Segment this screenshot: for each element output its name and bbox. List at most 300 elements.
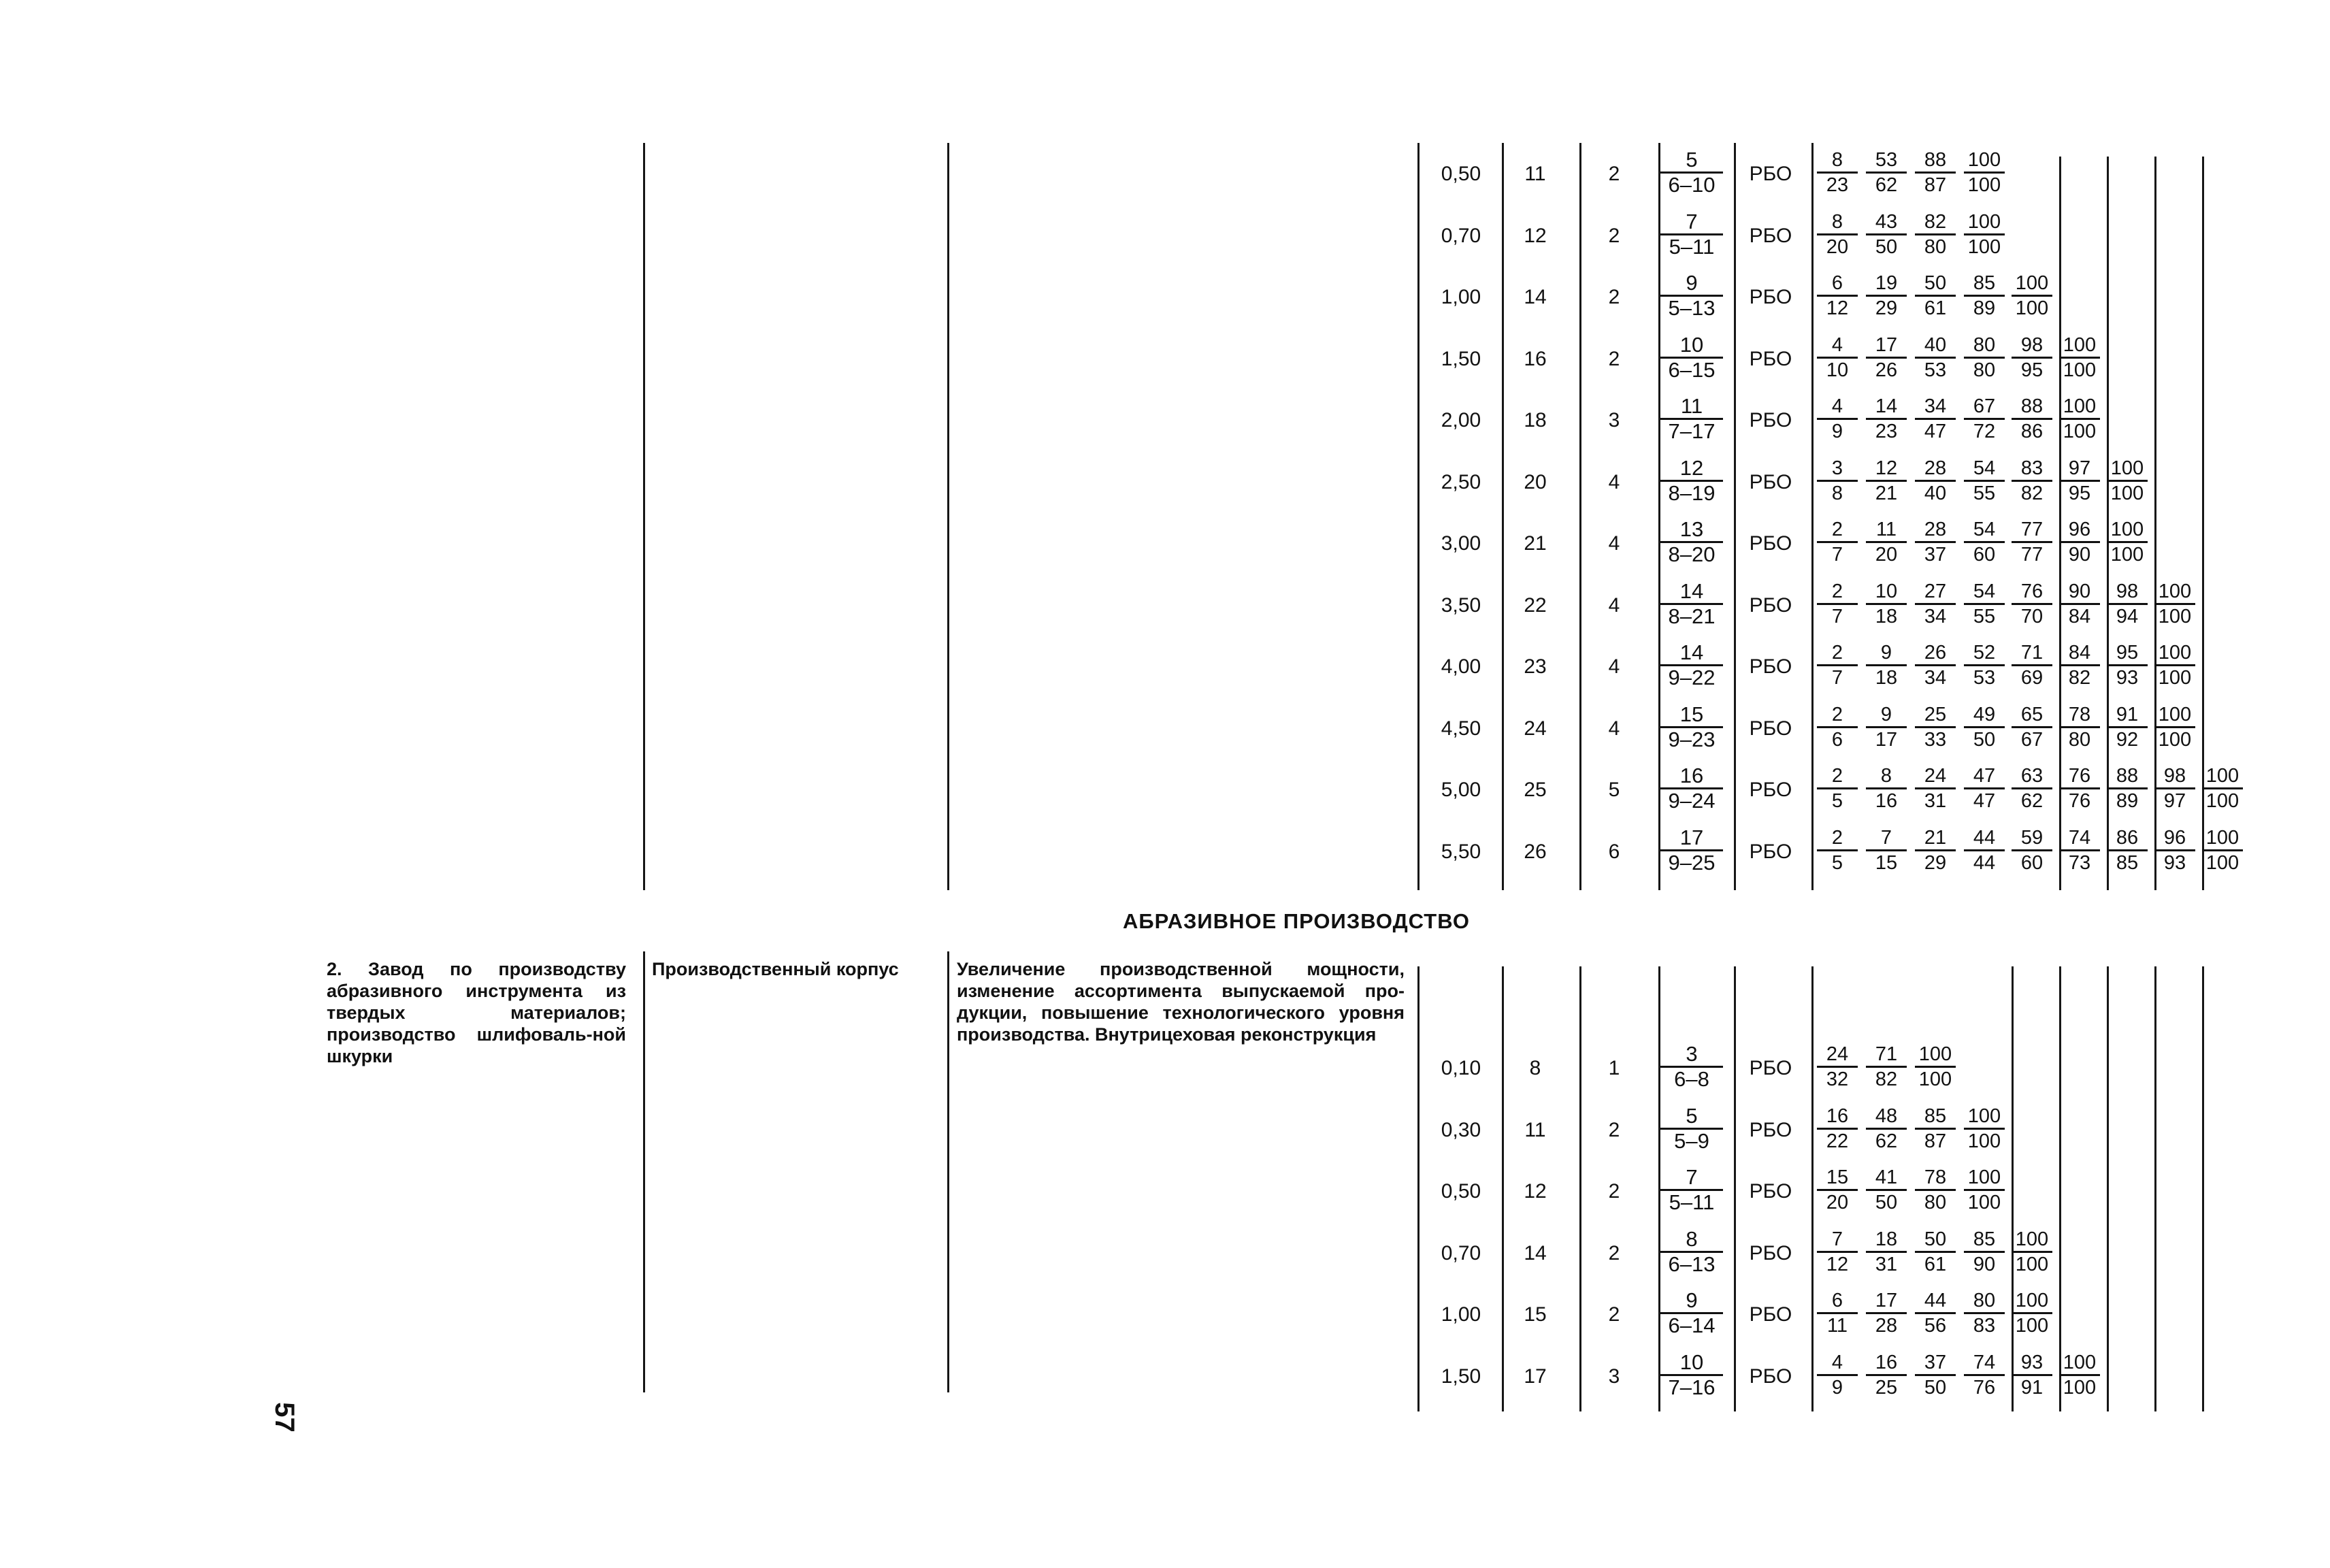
count-cell: 3 (1608, 1365, 1620, 1388)
percent-denominator: 50 (1973, 728, 1996, 751)
percent-denominator: 83 (1973, 1315, 1996, 1337)
range-fraction (1659, 641, 1724, 689)
value-cell: 5,50 (1441, 840, 1481, 863)
percent-numerator: 9 (1866, 641, 1907, 666)
percent-denominator: 93 (2163, 851, 2186, 874)
percent-numerator: 17 (1866, 1289, 1907, 1314)
percent-numerator: 43 (1866, 210, 1907, 235)
percent-denominator: 22 (1826, 1130, 1849, 1152)
percent-fraction (2011, 272, 2053, 320)
percent-numerator: 2 (1817, 703, 1858, 728)
method-label: РБО (1749, 347, 1792, 370)
percent-numerator: 76 (2059, 764, 2100, 789)
percent-denominator: 20 (1826, 235, 1849, 258)
percent-numerator: 85 (1964, 1228, 2005, 1253)
percent-fraction (1816, 641, 1858, 689)
percent-numerator: 100 (2012, 1289, 2052, 1314)
diameter-cell: 25 (1524, 779, 1547, 801)
table-row (0, 146, 2330, 203)
percent-fraction (2058, 457, 2101, 505)
percent-denominator: 50 (1875, 235, 1898, 258)
diameter-cell: 12 (1524, 224, 1547, 247)
value-cell: 3,00 (1441, 532, 1481, 555)
range-denominator: 9–24 (1668, 789, 1716, 813)
count-cell: 2 (1608, 224, 1620, 247)
percent-fraction (2058, 764, 2101, 813)
percent-fraction (1963, 210, 2005, 259)
percent-denominator: 80 (1924, 1192, 1947, 1213)
percent-denominator: 53 (1924, 359, 1947, 381)
percent-numerator: 34 (1915, 395, 1956, 420)
percent-numerator: 27 (1915, 580, 1956, 605)
range-denominator: 9–23 (1668, 727, 1716, 751)
percent-denominator: 18 (1875, 667, 1898, 689)
method-label: РБО (1749, 1180, 1792, 1203)
percent-numerator: 91 (2107, 703, 2148, 728)
percent-numerator: 86 (2107, 826, 2148, 851)
percent-fraction (1963, 1166, 2005, 1214)
value-cell: 1,50 (1441, 1365, 1481, 1388)
percent-denominator: 34 (1924, 667, 1947, 689)
percent-numerator: 63 (2012, 764, 2052, 789)
percent-denominator: 55 (1973, 605, 1996, 627)
percent-fraction (2011, 1351, 2053, 1399)
percent-fraction (1963, 764, 2005, 813)
percent-fraction (1914, 764, 1956, 813)
value-cell: 0,50 (1441, 1180, 1481, 1203)
percent-denominator: 87 (1924, 1130, 1947, 1152)
entry-number-name: 2. Завод по производству абразивного инструмента из твердых материалов; производство шлифоваль-ной шкурки (327, 959, 626, 1066)
percent-denominator: 16 (1875, 790, 1898, 812)
percent-numerator: 80 (1964, 1289, 2005, 1314)
percent-denominator: 44 (1973, 851, 1996, 874)
percent-fraction (1914, 272, 1956, 320)
value-cell: 0,50 (1441, 163, 1481, 185)
percent-fraction (2011, 1289, 2053, 1337)
range-numerator: 14 (1660, 641, 1723, 666)
percent-fraction (1865, 210, 1907, 259)
percent-fraction (1816, 764, 1858, 813)
range-fraction (1659, 1351, 1724, 1399)
percent-numerator: 93 (2012, 1351, 2052, 1376)
percent-denominator: 62 (1875, 174, 1898, 196)
percent-numerator: 95 (2107, 641, 2148, 666)
percent-fraction (1865, 703, 1907, 751)
range-numerator: 12 (1660, 457, 1723, 482)
table-row (0, 762, 2330, 819)
percent-numerator: 10 (1866, 580, 1907, 605)
count-cell: 4 (1608, 593, 1620, 617)
percent-denominator: 12 (1826, 1253, 1849, 1275)
range-numerator: 15 (1660, 703, 1723, 728)
percent-numerator: 7 (1866, 826, 1907, 851)
method-label: РБО (1749, 593, 1792, 617)
percent-numerator: 6 (1817, 1289, 1858, 1314)
percent-denominator: 100 (1967, 235, 2001, 258)
percent-numerator: 26 (1915, 641, 1956, 666)
table-row (0, 1163, 2330, 1220)
percent-fraction (2011, 518, 2053, 566)
percent-denominator: 9 (1831, 421, 1843, 442)
count-cell: 1 (1608, 1057, 1620, 1079)
table-row (0, 515, 2330, 572)
percent-numerator: 44 (1915, 1289, 1956, 1314)
table-row (0, 1102, 2330, 1159)
percent-fraction (1963, 580, 2005, 628)
percent-fraction (1914, 641, 1956, 689)
percent-numerator: 88 (2107, 764, 2148, 789)
percent-numerator: 100 (2154, 703, 2195, 728)
page-number: 57 (269, 1402, 299, 1433)
entry-description: Увеличение производственной мощности, изменение ассортимента выпускаемой про-дукции, повышение технологического уровня производства. Внутрицеховая реконструкция (957, 959, 1405, 1045)
percent-numerator: 47 (1964, 764, 2005, 789)
range-fraction (1659, 580, 1724, 628)
percent-numerator: 83 (2012, 457, 2052, 482)
method-label: РБО (1749, 1118, 1792, 1141)
percent-numerator: 12 (1866, 457, 1907, 482)
percent-numerator: 15 (1817, 1166, 1858, 1191)
range-numerator: 10 (1660, 333, 1723, 359)
table-row (0, 823, 2330, 881)
table-row (0, 577, 2330, 634)
percent-fraction (1963, 703, 2005, 751)
percent-fraction (2106, 457, 2148, 505)
percent-fraction (1816, 210, 1858, 259)
method-label: РБО (1749, 1241, 1792, 1264)
range-numerator: 11 (1660, 395, 1723, 420)
percent-fraction (1816, 333, 1858, 382)
percent-denominator: 29 (1875, 297, 1898, 319)
range-denominator: 5–11 (1669, 234, 1715, 259)
percent-denominator: 91 (2020, 1376, 2044, 1399)
percent-numerator: 88 (2012, 395, 2052, 420)
range-fraction (1659, 1289, 1724, 1337)
range-denominator: 9–22 (1668, 666, 1716, 689)
percent-numerator: 52 (1964, 641, 2005, 666)
value-cell: 2,00 (1441, 409, 1481, 431)
percent-denominator: 100 (2063, 359, 2097, 381)
percent-numerator: 2 (1817, 518, 1858, 543)
percent-denominator: 11 (1826, 1315, 1848, 1337)
range-numerator: 16 (1660, 764, 1723, 789)
table-row (0, 1286, 2330, 1343)
range-fraction (1659, 457, 1724, 505)
count-cell: 4 (1608, 470, 1620, 493)
percent-numerator: 74 (2059, 826, 2100, 851)
percent-fraction (2154, 764, 2196, 813)
value-cell: 2,50 (1441, 470, 1481, 493)
percent-fraction (1816, 272, 1858, 320)
percent-numerator: 4 (1817, 333, 1858, 359)
table-row (0, 700, 2330, 757)
percent-fraction (1914, 1166, 1956, 1214)
percent-fraction (2106, 764, 2148, 813)
count-cell: 3 (1608, 409, 1620, 431)
percent-numerator: 100 (1964, 1166, 2005, 1191)
percent-numerator: 49 (1964, 703, 2005, 728)
percent-numerator: 6 (1817, 272, 1858, 297)
range-denominator: 9–25 (1668, 850, 1716, 875)
percent-denominator: 100 (2015, 297, 2049, 319)
percent-fraction (1963, 1351, 2005, 1399)
percent-denominator: 17 (1875, 728, 1898, 751)
percent-numerator: 28 (1915, 457, 1956, 482)
percent-numerator: 9 (1866, 703, 1907, 728)
percent-fraction (1914, 333, 1956, 382)
table-row (0, 269, 2330, 326)
percent-denominator: 5 (1831, 851, 1843, 874)
percent-fraction (1963, 641, 2005, 689)
range-denominator: 6–8 (1674, 1067, 1709, 1091)
range-fraction (1659, 1043, 1724, 1091)
count-cell: 2 (1608, 1118, 1620, 1141)
percent-denominator: 29 (1924, 851, 1947, 874)
percent-numerator: 11 (1866, 518, 1907, 543)
percent-fraction (2011, 580, 2053, 628)
percent-fraction (1914, 1105, 1956, 1153)
percent-denominator: 61 (1924, 1253, 1947, 1275)
diameter-cell: 14 (1524, 286, 1547, 308)
range-numerator: 7 (1660, 210, 1723, 235)
range-numerator: 13 (1660, 518, 1723, 543)
range-numerator: 14 (1660, 580, 1723, 605)
percent-denominator: 18 (1875, 605, 1898, 627)
percent-numerator: 76 (2012, 580, 2052, 605)
percent-denominator: 100 (1967, 1192, 2001, 1213)
percent-fraction (2058, 518, 2101, 566)
method-label: РБО (1749, 840, 1792, 863)
percent-fraction (1914, 1351, 1956, 1399)
percent-numerator: 50 (1915, 272, 1956, 297)
range-fraction (1659, 272, 1724, 320)
percent-fraction (1963, 395, 2005, 443)
percent-numerator: 74 (1964, 1351, 2005, 1376)
percent-denominator: 9 (1831, 1376, 1843, 1399)
percent-numerator: 100 (2107, 457, 2148, 482)
percent-denominator: 89 (2116, 790, 2139, 812)
percent-numerator: 59 (2012, 826, 2052, 851)
percent-denominator: 21 (1875, 482, 1898, 504)
percent-numerator: 16 (1866, 1351, 1907, 1376)
method-label: РБО (1749, 1303, 1792, 1326)
percent-fraction (1865, 641, 1907, 689)
percent-fraction (1865, 764, 1907, 813)
percent-numerator: 98 (2012, 333, 2052, 359)
percent-fraction (1816, 703, 1858, 751)
percent-numerator: 84 (2059, 641, 2100, 666)
percent-denominator: 31 (1924, 790, 1947, 812)
percent-denominator: 90 (2068, 544, 2091, 566)
percent-fraction (2058, 826, 2101, 875)
percent-denominator: 100 (2158, 728, 2192, 751)
percent-denominator: 93 (2116, 667, 2139, 689)
diameter-cell: 16 (1524, 347, 1547, 370)
percent-numerator: 100 (2154, 580, 2195, 605)
percent-fraction (1914, 148, 1956, 197)
range-denominator: 5–13 (1668, 296, 1716, 320)
percent-denominator: 47 (1973, 790, 1996, 812)
value-cell: 5,00 (1441, 779, 1481, 801)
percent-fraction (2011, 333, 2053, 382)
percent-numerator: 2 (1817, 580, 1858, 605)
percent-fraction (2011, 457, 2053, 505)
range-numerator: 5 (1660, 1105, 1723, 1130)
value-cell: 0,70 (1441, 224, 1481, 247)
percent-denominator: 56 (1924, 1315, 1947, 1337)
percent-numerator: 4 (1817, 395, 1858, 420)
percent-denominator: 50 (1924, 1376, 1947, 1399)
percent-fraction (2106, 518, 2148, 566)
percent-fraction (2058, 395, 2101, 443)
count-cell: 2 (1608, 1241, 1620, 1264)
percent-fraction (1963, 1289, 2005, 1337)
percent-denominator: 89 (1973, 297, 1996, 319)
range-fraction (1659, 148, 1724, 197)
percent-fraction (2154, 703, 2196, 751)
percent-numerator: 100 (2202, 764, 2243, 789)
percent-denominator: 26 (1875, 359, 1898, 381)
percent-fraction (1816, 1228, 1858, 1276)
percent-numerator: 40 (1915, 333, 1956, 359)
percent-denominator: 82 (2020, 482, 2044, 504)
percent-fraction (1865, 1228, 1907, 1276)
diameter-cell: 15 (1524, 1303, 1547, 1326)
count-cell: 2 (1608, 163, 1620, 185)
percent-numerator: 53 (1866, 148, 1907, 174)
percent-denominator: 34 (1924, 605, 1947, 627)
range-numerator: 17 (1660, 826, 1723, 851)
percent-numerator: 80 (1964, 333, 2005, 359)
percent-denominator: 87 (1924, 174, 1947, 196)
percent-fraction (2058, 1351, 2101, 1399)
percent-fraction (2106, 826, 2148, 875)
percent-denominator: 20 (1875, 544, 1898, 566)
count-cell: 4 (1608, 717, 1620, 740)
percent-denominator: 6 (1831, 728, 1843, 751)
percent-fraction (2058, 333, 2101, 382)
percent-denominator: 82 (1875, 1068, 1898, 1090)
method-label: РБО (1749, 655, 1792, 678)
percent-denominator: 100 (2110, 482, 2144, 504)
percent-fraction (2154, 826, 2196, 875)
percent-fraction (1914, 457, 1956, 505)
percent-denominator: 60 (2020, 851, 2044, 874)
percent-numerator: 100 (2154, 641, 2195, 666)
entry-object: Производственный корпус (652, 959, 899, 979)
range-denominator: 8–19 (1668, 480, 1716, 505)
percent-numerator: 24 (1915, 764, 1956, 789)
percent-denominator: 7 (1831, 605, 1843, 627)
percent-numerator: 3 (1817, 457, 1858, 482)
percent-fraction (1914, 826, 1956, 875)
range-numerator: 9 (1660, 1289, 1723, 1314)
table-row (0, 1040, 2330, 1097)
range-numerator: 5 (1660, 148, 1723, 174)
count-cell: 2 (1608, 1180, 1620, 1203)
range-denominator: 6–15 (1668, 357, 1716, 382)
table-row (0, 454, 2330, 511)
range-numerator: 8 (1660, 1228, 1723, 1253)
percent-fraction (1914, 1043, 1956, 1091)
percent-denominator: 8 (1831, 482, 1843, 504)
percent-fraction (1865, 1351, 1907, 1399)
percent-denominator: 95 (2068, 482, 2091, 504)
percent-numerator: 65 (2012, 703, 2052, 728)
percent-denominator: 100 (2063, 1376, 2097, 1399)
diameter-cell: 24 (1524, 717, 1547, 740)
percent-numerator: 100 (1964, 210, 2005, 235)
percent-numerator: 96 (2154, 826, 2195, 851)
method-label: РБО (1749, 1057, 1792, 1079)
percent-denominator: 62 (1875, 1130, 1898, 1152)
range-denominator: 5–9 (1674, 1128, 1709, 1153)
percent-denominator: 47 (1924, 421, 1947, 442)
percent-numerator: 54 (1964, 518, 2005, 543)
percent-denominator: 7 (1831, 667, 1843, 689)
percent-numerator: 14 (1866, 395, 1907, 420)
percent-fraction (2011, 703, 2053, 751)
range-denominator: 6–14 (1668, 1313, 1716, 1337)
count-cell: 5 (1608, 779, 1620, 801)
method-label: РБО (1749, 779, 1792, 801)
percent-numerator: 19 (1866, 272, 1907, 297)
percent-fraction (2106, 641, 2148, 689)
percent-fraction (1963, 272, 2005, 320)
percent-numerator: 96 (2059, 518, 2100, 543)
percent-fraction (1816, 148, 1858, 197)
percent-fraction (1816, 518, 1858, 566)
percent-numerator: 100 (2107, 518, 2148, 543)
range-denominator: 8–20 (1668, 542, 1716, 566)
value-cell: 4,00 (1441, 655, 1481, 678)
percent-fraction (1963, 518, 2005, 566)
range-denominator: 6–13 (1668, 1252, 1716, 1276)
percent-numerator: 24 (1817, 1043, 1858, 1068)
range-denominator: 8–21 (1668, 604, 1716, 628)
percent-fraction (1865, 1289, 1907, 1337)
range-fraction (1659, 395, 1724, 443)
percent-denominator: 20 (1826, 1192, 1849, 1213)
percent-fraction (1963, 333, 2005, 382)
diameter-cell: 14 (1524, 1241, 1547, 1264)
table-row (0, 638, 2330, 696)
percent-numerator: 100 (2012, 272, 2052, 297)
percent-fraction (1963, 148, 2005, 197)
percent-fraction (1816, 1105, 1858, 1153)
value-cell: 1,00 (1441, 286, 1481, 308)
percent-denominator: 80 (2068, 728, 2091, 751)
percent-denominator: 100 (2158, 605, 2192, 627)
value-cell: 0,10 (1441, 1057, 1481, 1079)
percent-numerator: 41 (1866, 1166, 1907, 1191)
percent-numerator: 100 (2202, 826, 2243, 851)
percent-numerator: 100 (1964, 1105, 2005, 1130)
method-label: РБО (1749, 163, 1792, 185)
method-label: РБО (1749, 470, 1792, 493)
percent-numerator: 85 (1915, 1105, 1956, 1130)
range-fraction (1659, 210, 1724, 259)
percent-fraction (1816, 1351, 1858, 1399)
range-fraction (1659, 1105, 1724, 1153)
percent-fraction (2058, 580, 2101, 628)
range-numerator: 9 (1660, 272, 1723, 297)
percent-numerator: 54 (1964, 457, 2005, 482)
range-fraction (1659, 1228, 1724, 1276)
percent-fraction (1914, 1289, 1956, 1337)
diameter-cell: 11 (1524, 1118, 1546, 1141)
percent-numerator: 16 (1817, 1105, 1858, 1130)
percent-denominator: 5 (1831, 790, 1843, 812)
